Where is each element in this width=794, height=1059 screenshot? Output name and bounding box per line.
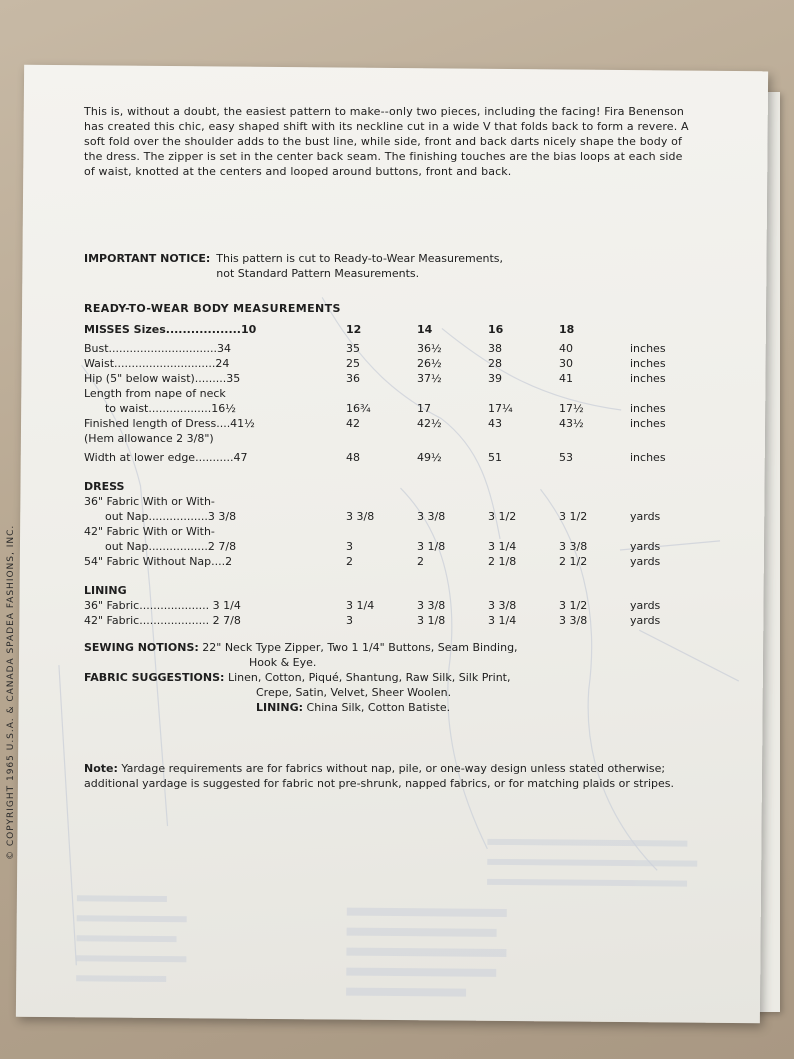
cell: 3 1/4 [488, 540, 517, 553]
cell: 3 1/4 [346, 599, 375, 612]
unit: inches [630, 451, 666, 464]
copyright-line: © COPYRIGHT 1965 U.S.A. & CANADA SPADEA FASHIONS, INC. [6, 524, 16, 860]
sizes-header-row [84, 322, 694, 337]
cell: 17¼ [488, 402, 513, 415]
lining-title: LINING [84, 584, 127, 597]
unit: yards [630, 540, 661, 553]
cell: 3 [346, 540, 353, 553]
lining-fabric-label: LINING: [256, 701, 304, 714]
row-label: out Nap.................2 7/8 [84, 540, 237, 553]
cell: 17½ [559, 402, 584, 415]
unit: inches [630, 357, 666, 370]
sewing-notions [84, 640, 694, 715]
cell: 17 [417, 402, 431, 415]
table-row [84, 450, 694, 465]
sizes-label: MISSES Sizes..................10 [84, 323, 257, 336]
cell: 3 1/4 [488, 614, 517, 627]
table-row [84, 386, 694, 401]
cell: 3 [346, 614, 353, 627]
cell: 2 [417, 555, 424, 568]
cell: 35 [346, 342, 360, 355]
notions-line-2: Hook & Eye. [249, 656, 317, 669]
row-label: 36" Fabric.................... 3 1/4 [84, 599, 241, 612]
notice-line-1: This pattern is cut to Ready-to-Wear Measurements, [216, 252, 504, 265]
note-text: Yardage requirements are for fabrics without nap, pile, or one-way design unless stated otherwise; additional yardage is suggested for fabric not pre-shrunk, napped fabrics, or for matching plaids or stripes. [84, 762, 674, 790]
cell: 2 [346, 555, 353, 568]
cell: 30 [559, 357, 573, 370]
cell: 3 1/8 [417, 614, 446, 627]
cell: 49½ [417, 451, 442, 464]
row-label: 54" Fabric Without Nap....2 [84, 555, 233, 568]
unit: inches [630, 402, 666, 415]
row-label: 42" Fabric.................... 2 7/8 [84, 614, 241, 627]
cell: 40 [559, 342, 573, 355]
row-label: Waist.............................24 [84, 357, 230, 370]
unit: yards [630, 510, 661, 523]
pattern-description [84, 104, 694, 791]
fabric-label: FABRIC SUGGESTIONS: [84, 671, 225, 684]
notions-line-1: 22" Neck Type Zipper, Two 1 1/4" Buttons, Seam Binding, [202, 641, 518, 654]
row-label: out Nap.................3 3/8 [84, 510, 237, 523]
cell: 53 [559, 451, 573, 464]
notice-line-2: not Standard Pattern Measurements. [216, 267, 420, 280]
measurements-title: READY-TO-WEAR BODY MEASUREMENTS [84, 302, 341, 315]
row-label: to waist..................16½ [84, 402, 236, 415]
cell: 42½ [417, 417, 442, 430]
lining-fabric-text: China Silk, Cotton Batiste. [306, 701, 451, 714]
yardage-note [84, 761, 684, 791]
table-row [84, 524, 694, 539]
table-row [84, 509, 694, 524]
cell: 26½ [417, 357, 442, 370]
cell: 16¾ [346, 402, 371, 415]
cell: 3 3/8 [417, 510, 446, 523]
cell: 41 [559, 372, 573, 385]
cell: 36½ [417, 342, 442, 355]
size-col: 16 [488, 323, 504, 336]
cell: 38 [488, 342, 502, 355]
cell: 3 1/2 [559, 599, 588, 612]
unit: yards [630, 599, 661, 612]
cell: 42 [346, 417, 360, 430]
row-label: 36" Fabric With or With- [84, 495, 215, 508]
row-label: Finished length of Dress....41½ [84, 417, 255, 430]
table-row [84, 431, 694, 446]
lining-yardage-table [84, 598, 694, 628]
cell: 25 [346, 357, 360, 370]
cell: 3 1/8 [417, 540, 446, 553]
notice-label: IMPORTANT NOTICE: [84, 252, 211, 265]
cell: 43½ [559, 417, 584, 430]
unit: yards [630, 555, 661, 568]
row-label: Length from nape of neck [84, 387, 226, 400]
row-label: Bust...............................34 [84, 342, 231, 355]
row-label: (Hem allowance 2 3/8") [84, 432, 214, 445]
table-row [84, 341, 694, 356]
measurements-table [84, 322, 694, 465]
intro-paragraph: This is, without a doubt, the easiest pattern to make--only two pieces, including the facing! Fira Benenson has created this chic, easy shaped shift with its neckline cut in a wide V that folds back to form a revere. A soft fold over the shoulder adds to the bust line, while side, front and back darts nicely shape the body of the dress. The zipper is set in the center back seam. The finishing touches are the bias loops at each side of waist, knotted at the centers and looped around buttons, front and back. [84, 105, 689, 178]
table-row [84, 598, 694, 613]
cell: 51 [488, 451, 502, 464]
notions-label: SEWING NOTIONS: [84, 641, 199, 654]
table-row [84, 613, 694, 628]
unit: yards [630, 614, 661, 627]
cell: 3 3/8 [488, 599, 517, 612]
dress-yardage-table [84, 494, 694, 569]
unit: inches [630, 372, 666, 385]
table-row [84, 554, 694, 569]
fabric-line-1: Linen, Cotton, Piqué, Shantung, Raw Silk, Silk Print, [227, 671, 511, 684]
cell: 43 [488, 417, 502, 430]
size-col: 18 [559, 323, 575, 336]
fabric-line-2: Crepe, Satin, Velvet, Sheer Woolen. [256, 686, 452, 699]
cell: 2 1/8 [488, 555, 517, 568]
table-row [84, 494, 694, 509]
table-row [84, 401, 694, 416]
cell: 3 3/8 [559, 614, 588, 627]
size-col: 12 [346, 323, 362, 336]
cell: 2 1/2 [559, 555, 588, 568]
cell: 36 [346, 372, 360, 385]
cell: 39 [488, 372, 502, 385]
cell: 3 3/8 [346, 510, 375, 523]
row-label: Width at lower edge...........47 [84, 451, 248, 464]
cell: 48 [346, 451, 360, 464]
important-notice [84, 251, 694, 281]
size-col: 14 [417, 323, 433, 336]
cell: 37½ [417, 372, 442, 385]
note-label: Note: [84, 762, 118, 775]
row-label: Hip (5" below waist).........35 [84, 372, 241, 385]
dress-title: DRESS [84, 480, 125, 493]
unit: inches [630, 417, 666, 430]
table-row [84, 539, 694, 554]
row-label: 42" Fabric With or With- [84, 525, 215, 538]
cell: 3 1/2 [559, 510, 588, 523]
cell: 3 3/8 [417, 599, 446, 612]
cell: 3 1/2 [488, 510, 517, 523]
table-row [84, 371, 694, 386]
cell: 28 [488, 357, 502, 370]
unit: inches [630, 342, 666, 355]
table-row [84, 416, 694, 431]
cell: 3 3/8 [559, 540, 588, 553]
table-row [84, 356, 694, 371]
